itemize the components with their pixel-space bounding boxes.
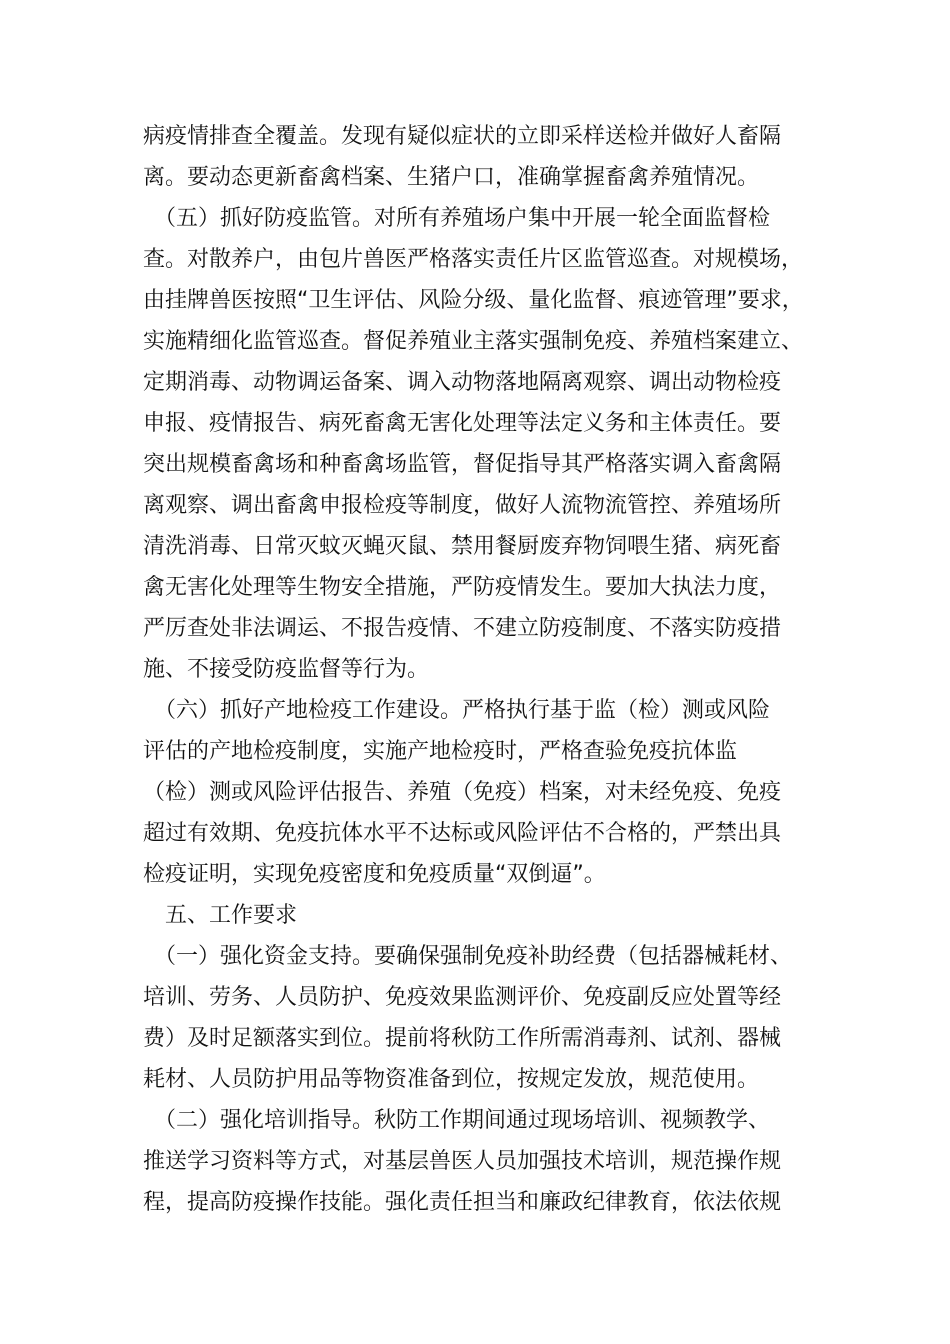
text-line: 耗材、人员防护用品等物资准备到位，按规定发放，规范使用。 xyxy=(143,1067,760,1092)
text-line: 定期消毒、动物调运备案、调入动物落地隔离观察、调出动物检疫 xyxy=(143,370,782,395)
text-line: 由挂牌兽医按照“卫生评估、风险分级、量化监督、痕迹管理”要求， xyxy=(143,288,804,313)
text-line: 检疫证明，实现免疫密度和免疫质量“双倒逼”。 xyxy=(143,862,606,887)
text-line: 离观察、调出畜禽申报检疫等制度，做好人流物流管控、养殖场所 xyxy=(143,493,782,518)
text-line: 评估的产地检疫制度，实施产地检疫时，严格查验免疫抗体监 xyxy=(143,739,738,764)
text-line: 清洗消毒、日常灭蚊灭蝇灭鼠、禁用餐厨废弃物饲喂生猪、病死畜 xyxy=(143,534,782,559)
text-line: 病疫情排查全覆盖。发现有疑似症状的立即采样送检并做好人畜隔 xyxy=(143,124,782,149)
text-line: （一）强化资金支持。要确保强制免疫补助经费（包括器械耗材、 xyxy=(143,944,793,969)
text-line: 费）及时足额落实到位。提前将秋防工作所需消毒剂、试剂、器械 xyxy=(143,1026,782,1051)
text-line: 推送学习资料等方式，对基层兽医人员加强技术培训，规范操作规 xyxy=(143,1149,782,1174)
text-line: 施、不接受防疫监督等行为。 xyxy=(143,657,430,682)
text-line: 离。要动态更新畜禽档案、生猪户口，准确掌握畜禽养殖情况。 xyxy=(143,165,760,190)
text-line: （六）抓好产地检疫工作建设。严格执行基于监（检）测或风险 xyxy=(143,698,771,723)
text-line: 严厉查处非法调运、不报告疫情、不建立防疫制度、不落实防疫措 xyxy=(143,616,782,641)
text-line: 查。对散养户，由包片兽医严格落实责任片区监管巡查。对规模场， xyxy=(143,247,804,272)
text-line: （五）抓好防疫监管。对所有养殖场户集中开展一轮全面监督检 xyxy=(143,206,771,231)
text-line: 实施精细化监管巡查。督促养殖业主落实强制免疫、养殖档案建立、 xyxy=(143,329,804,354)
text-line: 突出规模畜禽场和种畜禽场监管，督促指导其严格落实调入畜禽隔 xyxy=(143,452,782,477)
text-line: （检）测或风险评估报告、养殖（免疫）档案，对未经免疫、免疫 xyxy=(143,780,782,805)
section-heading: 五、工作要求 xyxy=(143,903,298,928)
text-line: 培训、劳务、人员防护、免疫效果监测评价、免疫副反应处置等经 xyxy=(143,985,782,1010)
text-line: 禽无害化处理等生物安全措施，严防疫情发生。要加大执法力度， xyxy=(143,575,782,600)
text-line: 程，提高防疫操作技能。强化责任担当和廉政纪律教育，依法依规 xyxy=(143,1190,782,1215)
text-line: （二）强化培训指导。秋防工作期间通过现场培训、视频教学、 xyxy=(143,1108,771,1133)
text-line: 申报、疫情报告、病死畜禽无害化处理等法定义务和主体责任。要 xyxy=(143,411,782,436)
text-line: 超过有效期、免疫抗体水平不达标或风险评估不合格的，严禁出具 xyxy=(143,821,782,846)
